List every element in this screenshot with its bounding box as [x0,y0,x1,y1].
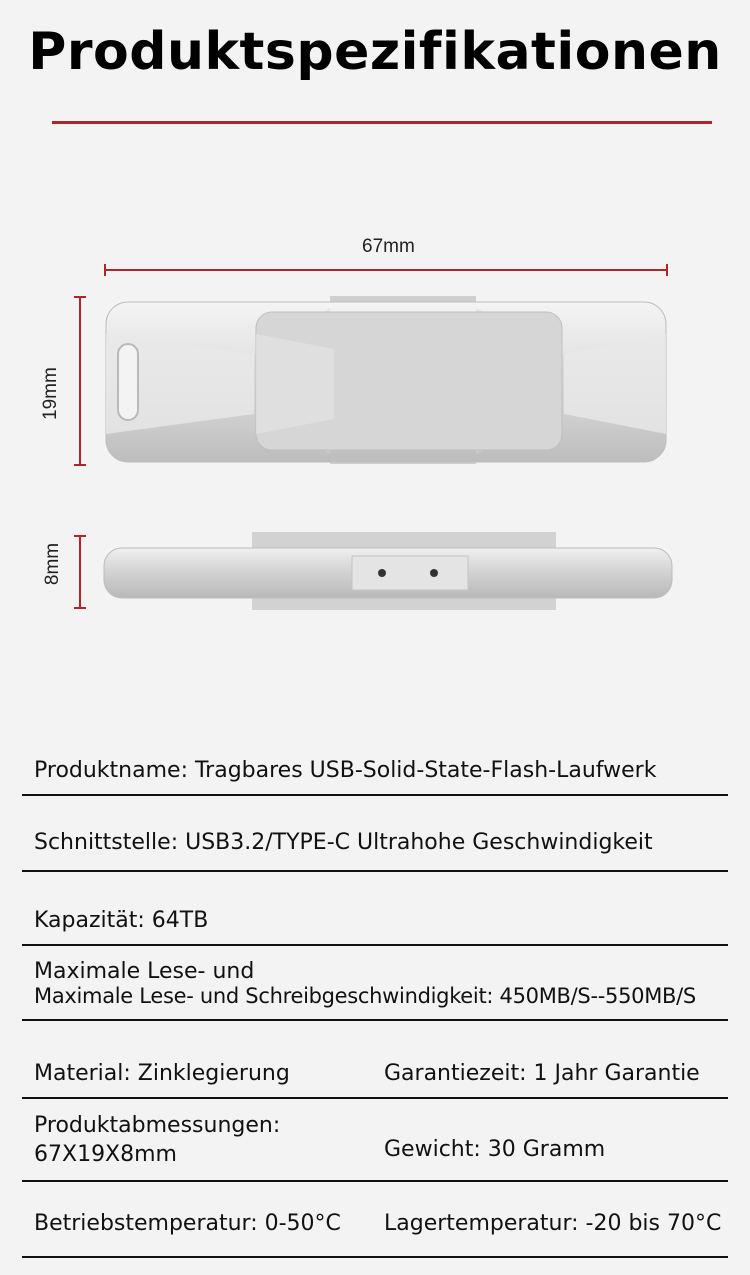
spec-speed-line-1: Maximale Lese- und [34,959,255,984]
spec-interface: Schnittstelle: USB3.2/TYPE-C Ultrahohe Geschwindigkeit [34,830,653,855]
page-title: Produktspezifikationen [28,22,722,82]
title-divider [52,121,712,124]
spec-warranty: Garantiezeit: 1 Jahr Garantie [384,1061,700,1086]
length-dimension-line [104,269,668,271]
spec-dimensions-line-1: Produktabmessungen: [34,1113,281,1138]
spec-row-divider [22,794,728,796]
spec-row-divider [22,944,728,946]
spec-row-divider [22,1019,728,1021]
height-dimension-line [79,296,81,466]
spec-operating-temperature: Betriebstemperatur: 0-50°C [34,1211,341,1236]
spec-storage-temperature: Lagertemperatur: -20 bis 70°C [384,1211,722,1236]
height-dimension-label: 19mm [40,367,61,420]
spec-row-divider [22,870,728,872]
spec-row-divider [22,1180,728,1182]
thickness-dimension-label: 8mm [42,542,63,586]
thickness-dimension-line [79,535,81,609]
spec-speed-line-2: Maximale Lese- und Schreibgeschwindigkeit: 450MB/S--550MB/S [34,984,696,1008]
usb-drive-side-view [102,530,674,612]
spec-capacity: Kapazität: 64TB [34,908,209,933]
spec-product-name: Produktname: Tragbares USB-Solid-State-Flash-Laufwerk [34,758,657,783]
length-dimension-label: 67mm [362,236,415,257]
spec-row-divider [22,1097,728,1099]
spec-material: Material: Zinklegierung [34,1061,290,1086]
spec-row-divider [22,1256,728,1258]
spec-weight: Gewicht: 30 Gramm [384,1137,606,1162]
usb-drive-top-view [104,294,670,466]
spec-dimensions-line-2: 67X19X8mm [34,1142,177,1167]
